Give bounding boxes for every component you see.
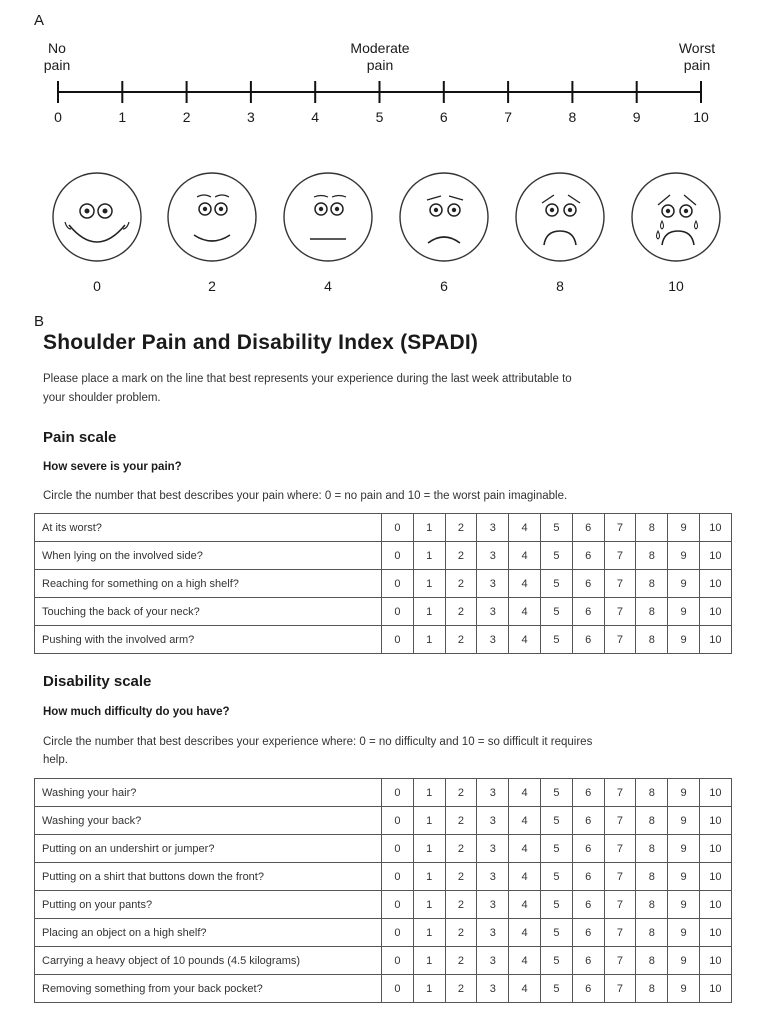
rating-option[interactable]: 6: [572, 807, 604, 835]
rating-option[interactable]: 6: [572, 570, 604, 598]
rating-option[interactable]: 2: [445, 975, 477, 1003]
rating-option[interactable]: 2: [445, 598, 477, 626]
rating-option[interactable]: 0: [382, 570, 414, 598]
table-row: [35, 835, 732, 863]
rating-option[interactable]: 5: [540, 891, 572, 919]
rating-option[interactable]: 5: [540, 919, 572, 947]
rating-option[interactable]: 4: [509, 514, 541, 542]
rating-option[interactable]: 1: [413, 919, 445, 947]
rating-option[interactable]: 5: [540, 514, 572, 542]
rating-option[interactable]: 8: [636, 514, 668, 542]
rating-option[interactable]: 8: [636, 975, 668, 1003]
rating-option[interactable]: 10: [699, 779, 731, 807]
spadi-title: Shoulder Pain and Disability Index (SPADI): [43, 331, 479, 354]
rating-option[interactable]: 9: [668, 947, 700, 975]
rating-option[interactable]: 0: [382, 514, 414, 542]
scale-tick-label: 6: [439, 109, 448, 125]
rating-option[interactable]: 9: [668, 835, 700, 863]
rating-option[interactable]: 0: [382, 975, 414, 1003]
rating-option[interactable]: 4: [509, 598, 541, 626]
rating-option[interactable]: 5: [540, 947, 572, 975]
rating-option[interactable]: 5: [540, 975, 572, 1003]
rating-option[interactable]: 5: [540, 807, 572, 835]
rating-option[interactable]: 5: [540, 779, 572, 807]
disability-question: How much difficulty do you have?: [43, 706, 230, 718]
slight-smile-face-icon: [168, 173, 256, 261]
anchor-moderate-pain: Moderate pain: [350, 40, 410, 73]
rating-option[interactable]: 1: [413, 863, 445, 891]
scale-tick-label: 1: [118, 109, 127, 125]
pain-scale-title: Pain scale: [43, 429, 117, 446]
rating-option[interactable]: 3: [477, 626, 509, 654]
anchor-worst-pain: Worst pain: [678, 40, 716, 73]
rating-option[interactable]: 10: [699, 835, 731, 863]
item-label: Removing something from your back pocket?: [35, 975, 382, 1003]
rating-option[interactable]: 4: [509, 570, 541, 598]
rating-option[interactable]: 9: [668, 863, 700, 891]
rating-option[interactable]: 7: [604, 514, 636, 542]
rating-option[interactable]: 6: [572, 919, 604, 947]
rating-option[interactable]: 1: [413, 975, 445, 1003]
rating-option[interactable]: 8: [636, 947, 668, 975]
rating-option[interactable]: 4: [509, 891, 541, 919]
rating-option[interactable]: 7: [604, 863, 636, 891]
rating-option[interactable]: 3: [477, 514, 509, 542]
rating-option[interactable]: 7: [604, 598, 636, 626]
rating-option[interactable]: 3: [477, 835, 509, 863]
sad-face-icon: [516, 173, 604, 261]
table-row: [35, 598, 732, 626]
neutral-face-icon: [284, 173, 372, 261]
rating-option[interactable]: 7: [604, 807, 636, 835]
disability-scale-table: [34, 778, 732, 1003]
scale-tick-label: 5: [375, 109, 384, 125]
rating-option[interactable]: 1: [413, 626, 445, 654]
rating-option[interactable]: 2: [445, 626, 477, 654]
rating-option[interactable]: 9: [668, 807, 700, 835]
rating-option[interactable]: 1: [413, 570, 445, 598]
rating-option[interactable]: 2: [445, 542, 477, 570]
rating-option[interactable]: 1: [413, 598, 445, 626]
rating-option[interactable]: 3: [477, 975, 509, 1003]
rating-option[interactable]: 7: [604, 975, 636, 1003]
item-label: Touching the back of your neck?: [35, 598, 382, 626]
disability-instruction-line-1: Circle the number that best describes your experience where: 0 = no difficulty and 10 = so difficult it requires: [43, 736, 593, 748]
face-label: 10: [668, 278, 684, 294]
rating-option[interactable]: 4: [509, 975, 541, 1003]
faces-pain-scale: [0, 170, 768, 280]
numeric-pain-scale: [0, 0, 768, 120]
rating-option[interactable]: 1: [413, 947, 445, 975]
rating-option[interactable]: 5: [540, 570, 572, 598]
rating-option[interactable]: 1: [413, 779, 445, 807]
rating-option[interactable]: 6: [572, 626, 604, 654]
item-label: Washing your hair?: [35, 779, 382, 807]
rating-option[interactable]: 5: [540, 598, 572, 626]
rating-option[interactable]: 5: [540, 542, 572, 570]
rating-option[interactable]: 2: [445, 863, 477, 891]
rating-option[interactable]: 7: [604, 570, 636, 598]
rating-option[interactable]: 2: [445, 835, 477, 863]
rating-option[interactable]: 7: [604, 542, 636, 570]
panel-a-label: A: [34, 12, 45, 29]
rating-option[interactable]: 7: [604, 779, 636, 807]
rating-option[interactable]: 6: [572, 542, 604, 570]
item-label: Putting on your pants?: [35, 891, 382, 919]
rating-option[interactable]: 2: [445, 919, 477, 947]
rating-option[interactable]: 0: [382, 779, 414, 807]
rating-option[interactable]: 10: [699, 863, 731, 891]
rating-option[interactable]: 8: [636, 542, 668, 570]
rating-option[interactable]: 7: [604, 919, 636, 947]
table-row: [35, 626, 732, 654]
rating-option[interactable]: 6: [572, 975, 604, 1003]
scale-tick-label: 0: [54, 109, 62, 125]
rating-option[interactable]: 10: [699, 919, 731, 947]
rating-option[interactable]: 4: [509, 919, 541, 947]
frown-face-icon: [400, 173, 488, 261]
pain-instruction: Circle the number that best describes your pain where: 0 = no pain and 10 = the worst pain imaginable.: [43, 490, 568, 502]
scale-tick-label: 7: [504, 109, 512, 125]
rating-option[interactable]: 9: [668, 570, 700, 598]
rating-option[interactable]: 2: [445, 807, 477, 835]
rating-option[interactable]: 6: [572, 947, 604, 975]
rating-option[interactable]: 10: [699, 514, 731, 542]
rating-option[interactable]: 4: [509, 835, 541, 863]
happy-face-icon: [53, 173, 141, 261]
scale-tick-label: 4: [311, 109, 320, 125]
table-row: [35, 542, 732, 570]
face-label: 0: [93, 278, 101, 294]
rating-option[interactable]: 10: [699, 891, 731, 919]
item-label: At its worst?: [35, 514, 382, 542]
rating-option[interactable]: 0: [382, 542, 414, 570]
table-row: [35, 807, 732, 835]
rating-option[interactable]: 9: [668, 975, 700, 1003]
item-label: When lying on the involved side?: [35, 542, 382, 570]
pain-question: How severe is your pain?: [43, 461, 182, 473]
table-row: [35, 514, 732, 542]
table-row: [35, 975, 732, 1003]
rating-option[interactable]: 1: [413, 514, 445, 542]
rating-option[interactable]: 0: [382, 598, 414, 626]
rating-option[interactable]: 1: [413, 891, 445, 919]
rating-option[interactable]: 0: [382, 863, 414, 891]
disability-scale-title: Disability scale: [43, 673, 152, 690]
rating-option[interactable]: 0: [382, 919, 414, 947]
rating-option[interactable]: 3: [477, 542, 509, 570]
rating-option[interactable]: 8: [636, 626, 668, 654]
rating-option[interactable]: 10: [699, 626, 731, 654]
face-label: 4: [324, 278, 332, 294]
rating-option[interactable]: 5: [540, 835, 572, 863]
rating-option[interactable]: 8: [636, 863, 668, 891]
crying-face-icon: [632, 173, 720, 261]
rating-option[interactable]: 4: [509, 626, 541, 654]
rating-option[interactable]: 4: [509, 542, 541, 570]
rating-option[interactable]: 8: [636, 807, 668, 835]
rating-option[interactable]: 1: [413, 807, 445, 835]
rating-option[interactable]: 1: [413, 835, 445, 863]
rating-option[interactable]: 3: [477, 570, 509, 598]
rating-option[interactable]: 0: [382, 835, 414, 863]
rating-option[interactable]: 8: [636, 919, 668, 947]
rating-option[interactable]: 8: [636, 891, 668, 919]
rating-option[interactable]: 7: [604, 891, 636, 919]
face-label: 6: [440, 278, 448, 294]
rating-option[interactable]: 9: [668, 919, 700, 947]
intro-line-1: Please place a mark on the line that best represents your experience during the last week attributable to: [43, 373, 572, 385]
rating-option[interactable]: 7: [604, 835, 636, 863]
rating-option[interactable]: 6: [572, 835, 604, 863]
table-row: [35, 779, 732, 807]
face-label: 2: [208, 278, 216, 294]
rating-option[interactable]: 3: [477, 891, 509, 919]
rating-option[interactable]: 9: [668, 779, 700, 807]
scale-tick-label: 9: [632, 109, 641, 125]
rating-option[interactable]: 2: [445, 570, 477, 598]
item-label: Putting on an undershirt or jumper?: [35, 835, 382, 863]
item-label: Carrying a heavy object of 10 pounds (4.5 kilograms): [35, 947, 382, 975]
rating-option[interactable]: 10: [699, 598, 731, 626]
rating-option[interactable]: 5: [540, 626, 572, 654]
item-label: Placing an object on a high shelf?: [35, 919, 382, 947]
pain-scale-table: [34, 513, 732, 654]
rating-option[interactable]: 3: [477, 779, 509, 807]
item-label: Reaching for something on a high shelf?: [35, 570, 382, 598]
rating-option[interactable]: 4: [509, 807, 541, 835]
intro-line-2: your shoulder problem.: [43, 392, 161, 404]
rating-option[interactable]: 10: [699, 542, 731, 570]
rating-option[interactable]: 2: [445, 891, 477, 919]
scale-tick-label: 3: [246, 109, 255, 125]
scale-tick-label: 10: [693, 109, 709, 125]
rating-option[interactable]: 5: [540, 863, 572, 891]
rating-option[interactable]: 6: [572, 598, 604, 626]
table-row: [35, 891, 732, 919]
rating-option[interactable]: 10: [699, 570, 731, 598]
rating-option[interactable]: 8: [636, 835, 668, 863]
scale-tick-label: 2: [182, 109, 191, 125]
anchor-no-pain: No pain: [43, 40, 71, 73]
rating-option[interactable]: 2: [445, 947, 477, 975]
rating-option[interactable]: 8: [636, 570, 668, 598]
rating-option[interactable]: 3: [477, 919, 509, 947]
rating-option[interactable]: 8: [636, 598, 668, 626]
rating-option[interactable]: 0: [382, 807, 414, 835]
rating-option[interactable]: 4: [509, 779, 541, 807]
rating-option[interactable]: 6: [572, 863, 604, 891]
table-row: [35, 570, 732, 598]
rating-option[interactable]: 7: [604, 947, 636, 975]
table-row: [35, 919, 732, 947]
rating-option[interactable]: 9: [668, 542, 700, 570]
rating-option[interactable]: 9: [668, 891, 700, 919]
table-row: [35, 863, 732, 891]
rating-option[interactable]: 3: [477, 947, 509, 975]
table-row: [35, 947, 732, 975]
rating-option[interactable]: 10: [699, 975, 731, 1003]
rating-option[interactable]: 4: [509, 863, 541, 891]
item-label: Putting on a shirt that buttons down the front?: [35, 863, 382, 891]
rating-option[interactable]: 4: [509, 947, 541, 975]
rating-option[interactable]: 1: [413, 542, 445, 570]
rating-option[interactable]: 2: [445, 779, 477, 807]
rating-option[interactable]: 0: [382, 626, 414, 654]
rating-option[interactable]: 3: [477, 863, 509, 891]
rating-option[interactable]: 10: [699, 947, 731, 975]
rating-option[interactable]: 9: [668, 626, 700, 654]
rating-option[interactable]: 2: [445, 514, 477, 542]
rating-option[interactable]: 0: [382, 891, 414, 919]
rating-option[interactable]: 10: [699, 807, 731, 835]
item-label: Pushing with the involved arm?: [35, 626, 382, 654]
rating-option[interactable]: 6: [572, 514, 604, 542]
rating-option[interactable]: 7: [604, 626, 636, 654]
scale-tick-label: 8: [568, 109, 577, 125]
rating-option[interactable]: 6: [572, 779, 604, 807]
panel-b-label: B: [34, 313, 45, 330]
rating-option[interactable]: 9: [668, 598, 700, 626]
item-label: Washing your back?: [35, 807, 382, 835]
rating-option[interactable]: 9: [668, 514, 700, 542]
rating-option[interactable]: 8: [636, 779, 668, 807]
rating-option[interactable]: 0: [382, 947, 414, 975]
face-label: 8: [556, 278, 564, 294]
rating-option[interactable]: 3: [477, 598, 509, 626]
disability-instruction-line-2: help.: [43, 754, 68, 766]
rating-option[interactable]: 3: [477, 807, 509, 835]
rating-option[interactable]: 6: [572, 891, 604, 919]
